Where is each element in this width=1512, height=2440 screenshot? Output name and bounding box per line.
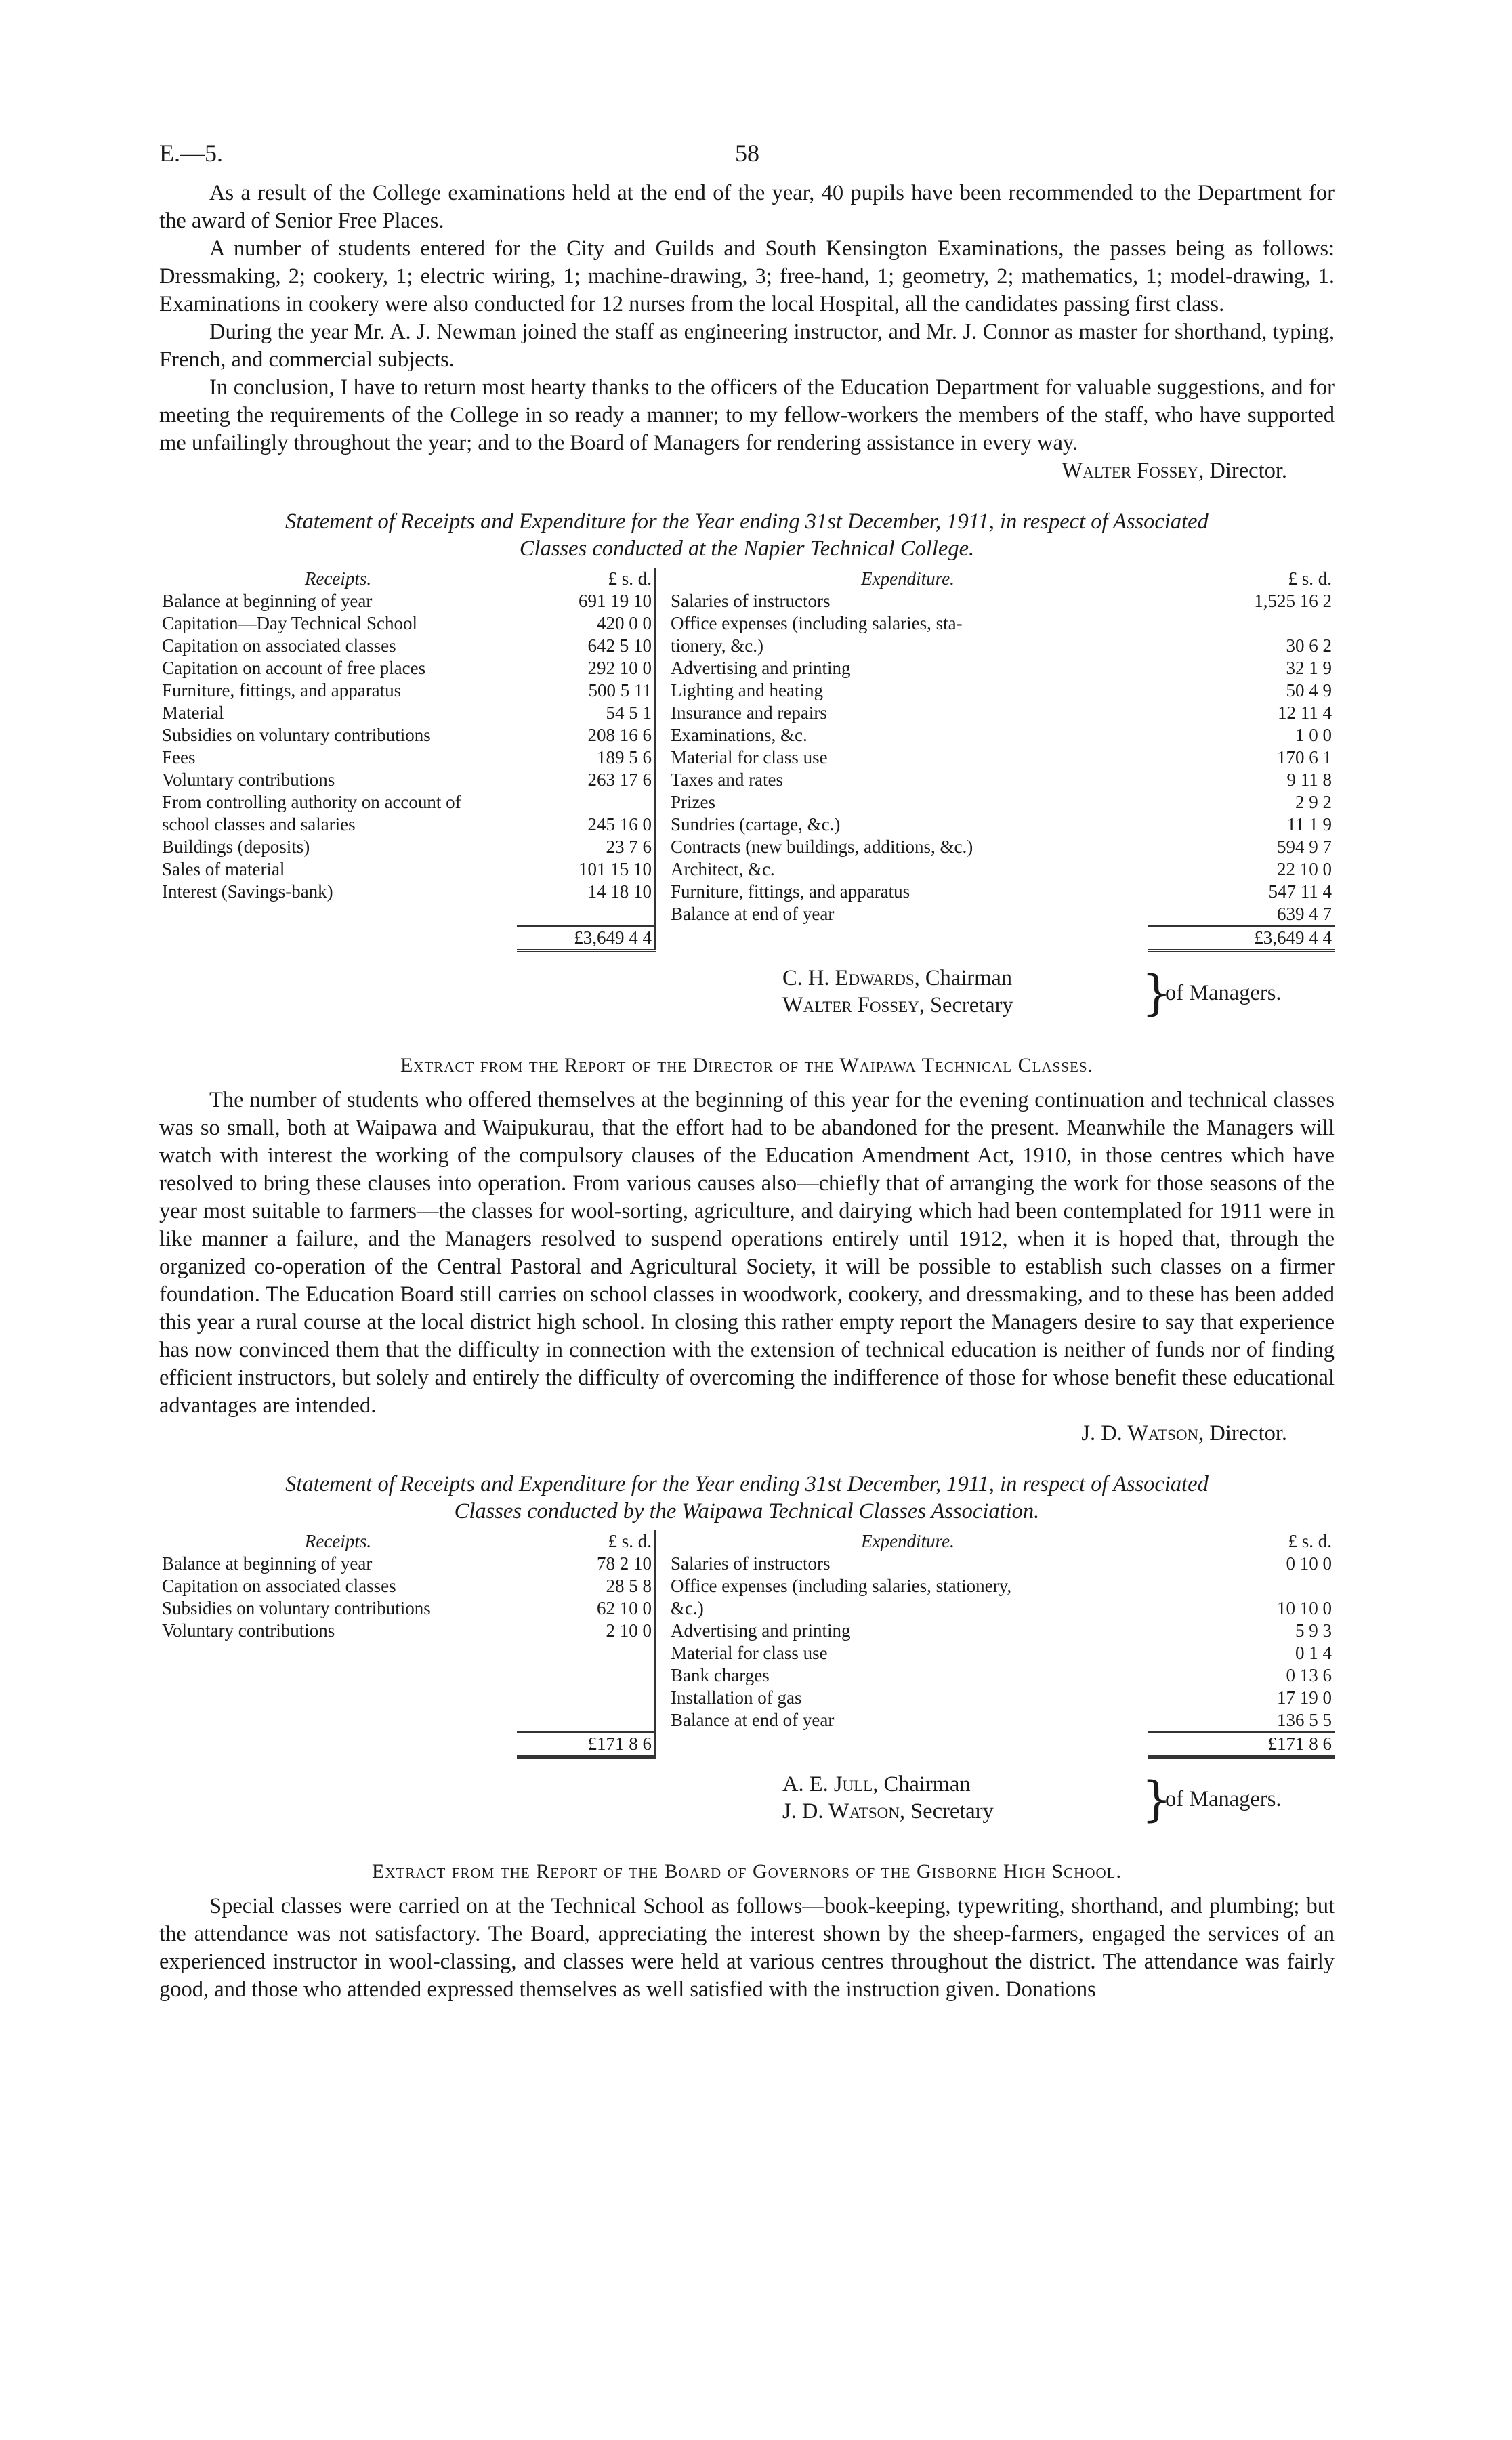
- expenditure-header: Expenditure.: [861, 1531, 954, 1551]
- expenditure-item: &c.): [671, 1598, 704, 1618]
- receipt-amount: 642 5 10: [587, 635, 652, 656]
- table-row: [159, 635, 1335, 657]
- column-divider: [655, 635, 668, 657]
- signatory-chairman: [782, 1771, 994, 1798]
- receipt-amount: [517, 1664, 655, 1687]
- column-divider: [655, 657, 668, 679]
- receipt-amount: 2 10 0: [606, 1620, 652, 1641]
- receipt-item: school classes and salaries: [162, 814, 356, 835]
- napier-accounts-table: [159, 568, 1335, 952]
- expenditure-amount: 547 11 4: [1268, 881, 1332, 902]
- signature: [159, 1420, 1335, 1448]
- table-row: [159, 724, 1335, 746]
- expenditure-amount: 50 4 9: [1286, 680, 1332, 700]
- table-row: [159, 590, 1335, 612]
- column-divider: [655, 612, 668, 635]
- signature-name: J. D. Watson: [1081, 1421, 1199, 1446]
- expenditure-amount: 30 6 2: [1286, 635, 1332, 656]
- table-row: [159, 858, 1335, 881]
- receipt-item: Subsidies on voluntary contributions: [162, 1598, 431, 1618]
- waipawa-accounts-table: [159, 1530, 1335, 1759]
- receipt-item: Capitation on associated classes: [162, 1576, 396, 1596]
- document-reference: E.—5.: [159, 140, 223, 167]
- expenditure-total: £171 8 6: [1148, 1732, 1335, 1757]
- paragraph: During the year Mr. A. J. Newman joined the staff as engineering instructor, and Mr. J. Connor as master for shorthand, typing, French, and commercial subjects.: [159, 320, 1335, 372]
- expenditure-amount: 9 11 8: [1286, 770, 1332, 790]
- expenditure-amount: 22 10 0: [1277, 859, 1332, 879]
- expenditure-amount: 0 13 6: [1286, 1665, 1332, 1685]
- receipt-amount: [517, 1687, 655, 1709]
- receipt-amount: 78 2 10: [597, 1553, 652, 1574]
- table-row: [159, 1597, 1335, 1620]
- table-header-row: [159, 568, 1335, 590]
- signature-title: , Director.: [1198, 459, 1287, 483]
- table-row: [159, 769, 1335, 791]
- expenditure-amount: 12 11 4: [1278, 702, 1332, 723]
- expenditure-item: Prizes: [671, 792, 715, 812]
- receipt-item: Subsidies on voluntary contributions: [162, 725, 431, 745]
- expenditure-item: Architect, &c.: [671, 859, 775, 879]
- expenditure-item: Taxes and rates: [671, 770, 784, 790]
- paragraph: In conclusion, I have to return most hearty thanks to the officers of the Education Department for valuable suggestions, and for meeting the requirements of the College in so ready a manner; to my fellow-workers the members of the staff, who have supported me unfailingly throughout the year; and to the Board of Managers for rendering assistance in every way.: [159, 375, 1335, 455]
- expenditure-amount: 11 1 9: [1286, 814, 1332, 835]
- of-managers-label: of Managers.: [1165, 981, 1282, 1005]
- signatory-chairman: [782, 965, 1013, 992]
- signatory-role: , Secretary: [899, 1799, 994, 1824]
- table-row: [159, 903, 1335, 925]
- column-divider: [655, 836, 668, 858]
- column-divider: [655, 590, 668, 612]
- signatory-name: J. D. Watson: [782, 1799, 900, 1824]
- signatory-secretary: [782, 1798, 994, 1825]
- page-header: [159, 139, 1335, 180]
- receipt-amount: [517, 1642, 655, 1664]
- table-row: [159, 791, 1335, 814]
- column-divider: [655, 1530, 668, 1553]
- signature-title: , Director.: [1198, 1421, 1287, 1446]
- paragraph: A number of students entered for the City and Guilds and South Kensington Examinations, the passes being as follows: Dressmaking, 2; cookery, 1; electric wiring, 1; machine-drawing, 3; free-hand, 1; geometry, 2; mathematics, 1; model-drawing, 1. Examinations in cookery were also conducted for 12 nurses from the local Hospital, all the candidates passing first class.: [159, 236, 1335, 316]
- expenditure-amount: 170 6 1: [1277, 747, 1332, 767]
- expenditure-item: Contracts (new buildings, additions, &c.): [671, 837, 973, 857]
- expenditure-item: Salaries of instructors: [671, 1553, 831, 1574]
- receipt-item: [159, 903, 517, 925]
- receipt-amount: 208 16 6: [587, 725, 652, 745]
- signature: [159, 457, 1335, 485]
- signatory-name: A. E. Jull: [782, 1772, 873, 1796]
- signatory-role: , Chairman: [873, 1772, 971, 1796]
- table-row: [159, 1575, 1335, 1597]
- expenditure-amount: 0 10 0: [1286, 1553, 1332, 1574]
- receipt-item: Capitation on account of free places: [162, 658, 426, 678]
- signature-name: Walter Fossey: [1062, 459, 1199, 483]
- expenditure-amount: [1148, 1575, 1335, 1597]
- blank-cell: [159, 1732, 517, 1757]
- expenditure-amount: 2 9 2: [1295, 792, 1332, 812]
- expenditure-amount: 639 4 7: [1277, 904, 1332, 924]
- expenditure-item: Sundries (cartage, &c.): [671, 814, 841, 835]
- receipt-item: [159, 1642, 517, 1664]
- column-divider: [655, 814, 668, 836]
- receipt-amount: 263 17 6: [587, 770, 652, 790]
- column-divider: [655, 1642, 668, 1664]
- expenditure-item: Salaries of instructors: [671, 591, 831, 611]
- receipt-amount: 189 5 6: [597, 747, 652, 767]
- section-heading: Extract from the Report of the Board of Governors of the Gisborne High School.: [372, 1860, 1122, 1882]
- table-row: [159, 881, 1335, 903]
- receipt-amount: 500 5 11: [588, 680, 652, 700]
- receipt-amount: 14 18 10: [587, 881, 652, 902]
- expenditure-amount: [1148, 612, 1335, 635]
- expenditure-item: Balance at end of year: [671, 1710, 835, 1730]
- column-divider: [655, 724, 668, 746]
- expenditure-amount: 32 1 9: [1286, 658, 1332, 678]
- expenditure-amount: 1 0 0: [1295, 725, 1332, 745]
- expenditure-item: Installation of gas: [671, 1687, 802, 1708]
- expenditure-amount: 594 9 7: [1277, 837, 1332, 857]
- totals-row: [159, 926, 1335, 951]
- table-row: [159, 1642, 1335, 1664]
- receipt-item: Capitation—Day Technical School: [162, 613, 418, 633]
- expenditure-item: Lighting and heating: [671, 680, 823, 700]
- column-divider: [655, 791, 668, 814]
- waipawa-managers-signatures: [782, 1771, 1335, 1833]
- column-divider: [655, 1732, 668, 1757]
- table-row: [159, 836, 1335, 858]
- receipt-amount: 28 5 8: [606, 1576, 652, 1596]
- receipt-item: Voluntary contributions: [162, 1620, 335, 1641]
- expenditure-total: £3,649 4 4: [1148, 926, 1335, 951]
- receipts-header: Receipts.: [304, 1531, 372, 1551]
- column-divider: [655, 858, 668, 881]
- signatory-name: C. H. Edwards: [782, 966, 915, 990]
- receipt-item: Furniture, fittings, and apparatus: [162, 680, 402, 700]
- receipt-amount: 691 19 10: [579, 591, 652, 611]
- table-row: [159, 746, 1335, 769]
- table-row: [159, 1620, 1335, 1642]
- expenditure-amount: 1,525 16 2: [1254, 591, 1332, 611]
- table-row: [159, 1709, 1335, 1731]
- column-divider: [655, 769, 668, 791]
- receipts-total: £3,649 4 4: [517, 926, 655, 951]
- signatory-secretary: [782, 992, 1013, 1019]
- signatory-names: [782, 965, 1013, 1019]
- expenditure-item: Examinations, &c.: [671, 725, 807, 745]
- document-page: [159, 139, 1335, 2004]
- expenditure-item: Insurance and repairs: [671, 702, 827, 723]
- expenditure-item: Advertising and printing: [671, 1620, 851, 1641]
- receipt-amount: 54 5 1: [606, 702, 652, 723]
- receipt-item: From controlling authority on account of: [162, 792, 461, 812]
- expenditure-amount: 5 9 3: [1295, 1620, 1332, 1641]
- brace-glyph: }: [1141, 965, 1172, 1021]
- receipt-item: Balance at beginning of year: [162, 591, 373, 611]
- statement-title: [159, 508, 1335, 562]
- receipt-item: Fees: [162, 747, 196, 767]
- brace-glyph: }: [1141, 1771, 1172, 1827]
- receipts-header: Receipts.: [304, 568, 372, 589]
- lsd-header: £ s. d.: [1288, 568, 1332, 589]
- lsd-header: £ s. d.: [608, 568, 652, 589]
- expenditure-header: Expenditure.: [861, 568, 954, 589]
- totals-row: [159, 1732, 1335, 1757]
- expenditure-amount: 10 10 0: [1277, 1598, 1332, 1618]
- blank-cell: [668, 1732, 1148, 1757]
- signatory-names: [782, 1771, 994, 1825]
- table-row: [159, 814, 1335, 836]
- receipt-amount: [517, 1709, 655, 1731]
- expenditure-amount: 136 5 5: [1277, 1710, 1332, 1730]
- column-divider: [655, 568, 668, 590]
- lsd-header: £ s. d.: [608, 1531, 652, 1551]
- receipt-item: [159, 1687, 517, 1709]
- table-row: [159, 702, 1335, 724]
- receipt-amount: 245 16 0: [587, 814, 652, 835]
- of-managers-label: of Managers.: [1165, 1787, 1282, 1811]
- paragraph: Special classes were carried on at the Technical School as follows—book-keeping, typewriting, shorthand, and plumbing; but the attendance was not satisfactory. The Board, appreciating the interest shown by the sheep-farmers, engaged the services of an experienced instructor in wool-classing, and classes were held at various centres throughout the district. The attendance was fairly good, and those who attended expressed themselves as well satisfied with the instruction given. Donations: [159, 1894, 1335, 2002]
- column-divider: [655, 1664, 668, 1687]
- column-divider: [655, 746, 668, 769]
- napier-managers-signatures: [782, 965, 1335, 1027]
- expenditure-item: Material for class use: [671, 747, 828, 767]
- paragraph: The number of students who offered themselves at the beginning of this year for the evening continuation and technical classes was so small, both at Waipawa and Waipukurau, that the effort had to be abandoned for the present. Meanwhile the Managers will watch with interest the working of the compulsory clauses of the Education Amendment Act, 1910, in those centres which have resolved to bring these clauses into operation. From various causes also—chiefly that of arranging the work for those seasons of the year most suitable to farmers—the classes for wool-sorting, agriculture, and dairying which had been contemplated for 1911 were in like manner a failure, and the Managers resolved to suspend operations entirely until 1912, when it is hoped that, through the organized co-operation of the Central Pastoral and Agricultural Society, it will be possible to establish such classes on a firmer foundation. The Education Board still carries on school classes in woodwork, cookery, and dressmaking, and to these has been added this year a rural course at the local district high school. In closing this rather empty report the Managers desire to say that experience has now convinced them that the difficulty in connection with the extension of technical education is neither of funds nor of finding efficient instructors, but solely and entirely the difficulty of overcoming the indifference of those for whose benefit these educational advantages are intended.: [159, 1088, 1335, 1418]
- receipt-item: Buildings (deposits): [162, 837, 310, 857]
- signatory-role: , Chairman: [914, 966, 1013, 990]
- page-number: 58: [735, 140, 759, 167]
- column-divider: [655, 1620, 668, 1642]
- receipt-amount: 23 7 6: [606, 837, 652, 857]
- table-row: [159, 657, 1335, 679]
- receipt-amount: 420 0 0: [597, 613, 652, 633]
- column-divider: [655, 1709, 668, 1731]
- receipts-total: £171 8 6: [517, 1732, 655, 1757]
- receipt-item: Interest (Savings-bank): [162, 881, 333, 902]
- expenditure-amount: 0 1 4: [1295, 1643, 1332, 1663]
- expenditure-item: tionery, &c.): [671, 635, 763, 656]
- lsd-header: £ s. d.: [1288, 1531, 1332, 1551]
- section-heading: Extract from the Report of the Director of the Waipawa Technical Classes.: [400, 1054, 1093, 1076]
- table-row: [159, 1687, 1335, 1709]
- expenditure-item: Bank charges: [671, 1665, 770, 1685]
- receipt-item: [159, 1664, 517, 1687]
- statement-title-line: Classes conducted at the Napier Technical College.: [519, 537, 975, 561]
- expenditure-item: Advertising and printing: [671, 658, 851, 678]
- receipt-amount: 101 15 10: [579, 859, 652, 879]
- paragraph: As a result of the College examinations held at the end of the year, 40 pupils have been recommended to the Department for the award of Senior Free Places.: [159, 181, 1335, 233]
- receipt-amount: [517, 903, 655, 925]
- receipt-item: Sales of material: [162, 859, 285, 879]
- statement-title-line: Statement of Receipts and Expenditure for the Year ending 31st December, 1911, in respect of Associated: [285, 1472, 1209, 1496]
- statement-title: [159, 1471, 1335, 1525]
- table-row: [159, 679, 1335, 702]
- column-divider: [655, 881, 668, 903]
- column-divider: [655, 1575, 668, 1597]
- receipt-item: Balance at beginning of year: [162, 1553, 373, 1574]
- column-divider: [655, 1687, 668, 1709]
- expenditure-item: Material for class use: [671, 1643, 828, 1663]
- blank-cell: [668, 926, 1148, 951]
- column-divider: [655, 926, 668, 951]
- expenditure-item: Balance at end of year: [671, 904, 835, 924]
- statement-title-line: Statement of Receipts and Expenditure for the Year ending 31st December, 1911, in respect of Associated: [285, 509, 1209, 534]
- table-header-row: [159, 1530, 1335, 1553]
- column-divider: [655, 903, 668, 925]
- receipt-item: Capitation on associated classes: [162, 635, 396, 656]
- table-row: [159, 1553, 1335, 1575]
- table-row: [159, 1664, 1335, 1687]
- column-divider: [655, 679, 668, 702]
- signatory-role: , Secretary: [919, 993, 1013, 1017]
- column-divider: [655, 1597, 668, 1620]
- statement-title-line: Classes conducted by the Waipawa Technical Classes Association.: [454, 1499, 1040, 1523]
- blank-cell: [159, 926, 517, 951]
- receipt-amount: [517, 791, 655, 814]
- receipt-amount: 292 10 0: [587, 658, 652, 678]
- expenditure-item: Furniture, fittings, and apparatus: [671, 881, 910, 902]
- receipt-amount: 62 10 0: [597, 1598, 652, 1618]
- signatory-name: Walter Fossey: [782, 993, 919, 1017]
- column-divider: [655, 1553, 668, 1575]
- expenditure-item: Office expenses (including salaries, stationery,: [671, 1576, 1012, 1596]
- expenditure-amount: 17 19 0: [1277, 1687, 1332, 1708]
- expenditure-item: Office expenses (including salaries, sta-: [671, 613, 963, 633]
- table-row: [159, 612, 1335, 635]
- receipt-item: [159, 1709, 517, 1731]
- column-divider: [655, 702, 668, 724]
- receipt-item: Material: [162, 702, 224, 723]
- receipt-item: Voluntary contributions: [162, 770, 335, 790]
